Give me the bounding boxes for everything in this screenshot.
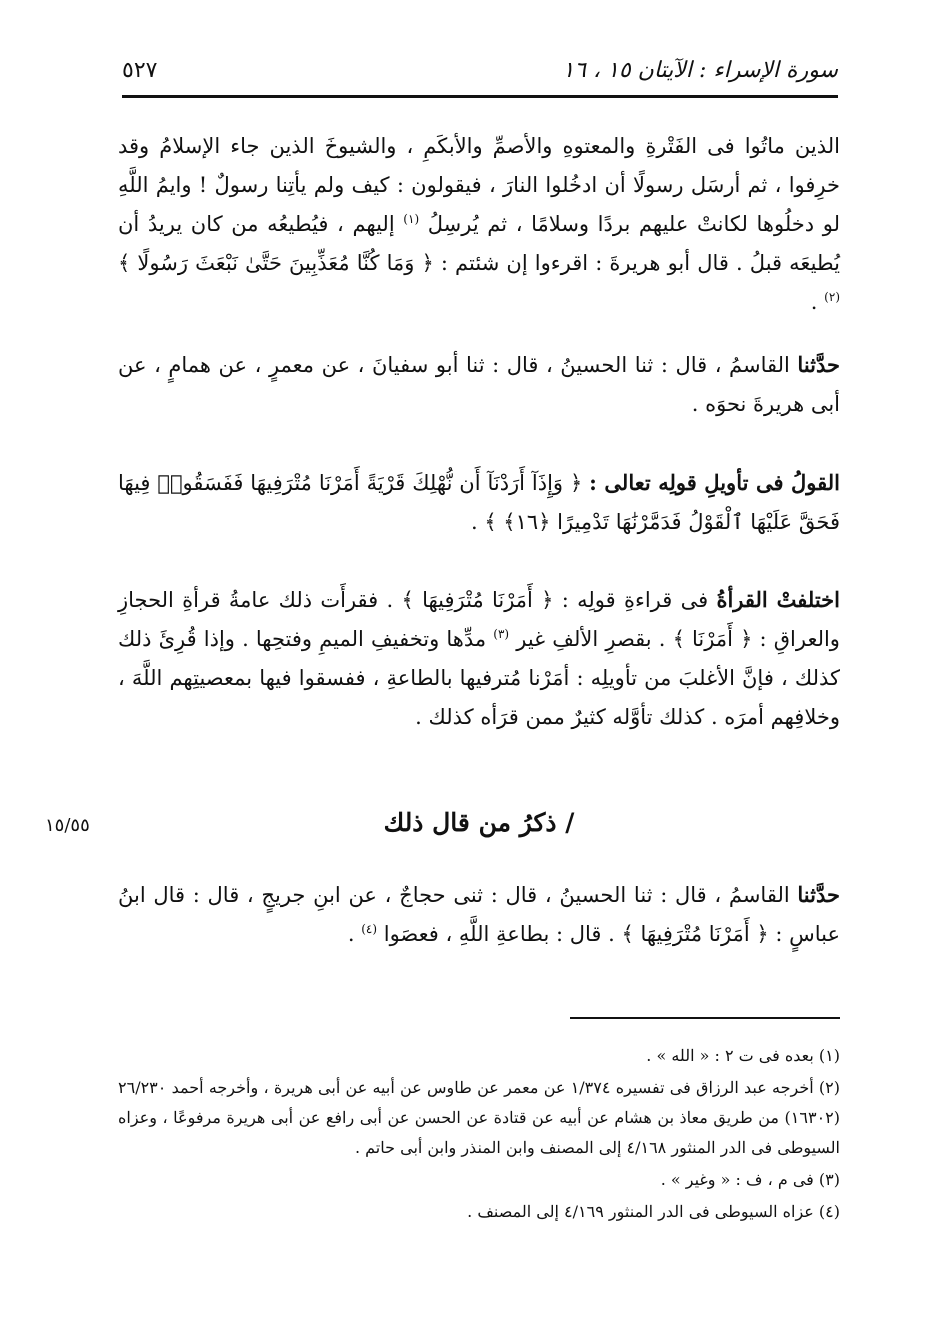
paragraph-3	[118, 463, 840, 542]
quran-quote: ﴿ أَمَرْنَا مُتْرَفِيهَا ﴾	[401, 588, 554, 612]
paragraph-lead: القولُ فى تأويلِ قولِه تعالى :	[589, 470, 840, 495]
paragraph-text: . بقصرِ الألفِ غير	[516, 627, 666, 651]
margin-reference: ١٥/٥٥	[45, 815, 90, 836]
paragraph-end: .	[470, 510, 478, 534]
quran-quote: ﴿ وَمَا كُنَّا مُعَذِّبِينَ حَتَّىٰ نَبْعَثَ رَسُولًا ﴾	[118, 251, 434, 275]
section-heading: / ذكرُ من قال ذلك	[383, 808, 575, 837]
running-header	[122, 50, 838, 98]
paragraph-text: مدِّها وتخفيفِ الميمِ وفتحِها . وإذا قُرِئَ ذلك كذلك ، فإنَّ الأغلبَ من تأويلِه : أمَرْنا مُترفيها بالطاعةِ ، ففسقوا فيها بمعصيتِهم اللَّهَ ، وخلافِهم أمرَه . كذلك تأوَّله كثيرٌ ممن قرَأه كذلك .	[118, 627, 840, 729]
footnote-marker-4: (٤)	[361, 922, 378, 936]
footnote-marker-1: (١)	[403, 212, 420, 226]
footnote-rule	[570, 1017, 840, 1019]
paragraph-text: فى قراءةِ قولِه :	[561, 588, 709, 612]
paragraph-1	[118, 127, 840, 322]
footnote: (١) بعده فى ت ٢ : « الله » .	[646, 1046, 840, 1065]
footnote: (٢) أخرجه عبد الرزاق فى تفسيره ١/٣٧٤ عن معمر عن طاوس عن أبيه عن أبى هريرة ، وأخرجه أحمد ٢٦/٢٣٠ (١٦٣٠٢) من طريق معاذ بن هشام عن أبيه عن قتادة عن الحسن عن أبى رافع عن أبى هريرة مرفوعًا ، وعزاه السيوطى فى الدر المنثور ٤/١٦٨ إلى المصنف وابن المنذر وابن أبى حاتم .	[118, 1078, 841, 1157]
header-rule	[122, 95, 838, 98]
paragraph-lead: اختلفتْ القرأةُ	[716, 587, 840, 612]
quran-quote: ﴿ أَمَرْنَا ﴾	[672, 627, 753, 651]
header-title: سورة الإسراء : الآيتان ١٥ ، ١٦	[562, 58, 838, 83]
paragraph-lead: حدَّثنا	[797, 882, 840, 907]
page-number: ٥٢٧	[122, 58, 158, 83]
quran-quote: ﴿ وَإِذَآ أَرَدْنَآ أَن نُّهْلِكَ قَرْيَةً أَمَرْنَا مُتْرَفِيهَا فَفَسَقُوا۟ فِيهَا فَحَقَّ عَلَيْهَا ٱلْقَوْلُ فَدَمَّرْنَٰهَا تَدْمِيرًا ﴿١٦﴾ ﴾	[118, 471, 840, 534]
footnotes	[118, 1041, 840, 1229]
quran-quote: ﴿ أَمَرْنَا مُتْرَفِيهَا ﴾	[621, 922, 769, 946]
footnote: (٤) عزاه السيوطى فى الدر المنثور ٤/١٦٩ إلى المصنف .	[467, 1202, 840, 1221]
paragraph-lead: حدَّثنا	[797, 352, 841, 377]
paragraph-text: القاسمُ ، قال : ثنا الحسينُ ، قال : ثنا أبو سفيانَ ، عن معمرٍ ، عن همامٍ ، عن أبى هريرةَ نحوَه .	[118, 353, 840, 416]
footnote: (٣) فى م ، ف : « وغير » .	[660, 1170, 840, 1189]
paragraph-end: .	[810, 290, 818, 314]
footnote-marker-2: (٢)	[824, 290, 840, 304]
paragraph-text: إليهم ، فيُطيعُه من كان يريدُ أن يُطيعَه قبلُ . قال أبو هريرةَ : اقرءوا إن شئتم :	[118, 212, 840, 275]
paragraph-text: الذين ماتُوا فى الفَتْرةِ والمعتوهِ والأصمِّ والأبكَمِ ، والشيوخَ الذين جاء الإسلامُ وقد خرِفوا ، ثم أرسَل رسولًا أن ادخُلوا النارَ ، فيقولون : كيف ولم يأتِنا رسولٌ ! وايمُ اللَّهِ لو دخلُوها لكانتْ عليهم بردًا وسلامًا ، ثم يُرسِلُ	[118, 134, 840, 236]
footnote-marker-3: (٣)	[493, 627, 510, 641]
paragraph-2	[118, 345, 840, 424]
paragraph-5	[118, 875, 840, 954]
paragraph-4	[118, 580, 840, 737]
paragraph-text: . قال : بطاعةِ اللَّهِ ، فعصَوا	[383, 922, 615, 946]
paragraph-end: .	[347, 922, 355, 946]
paragraph-text: . فقرأَت ذلك عامةُ قرأةِ الحجازِ والعراقِ :	[118, 588, 840, 651]
paragraph-text: القاسمُ ، قال : ثنا الحسينُ ، قال : ثنى حجاجٌ ، عن ابنِ جريجٍ ، قال : قال ابنُ عباسٍ :	[118, 883, 840, 946]
